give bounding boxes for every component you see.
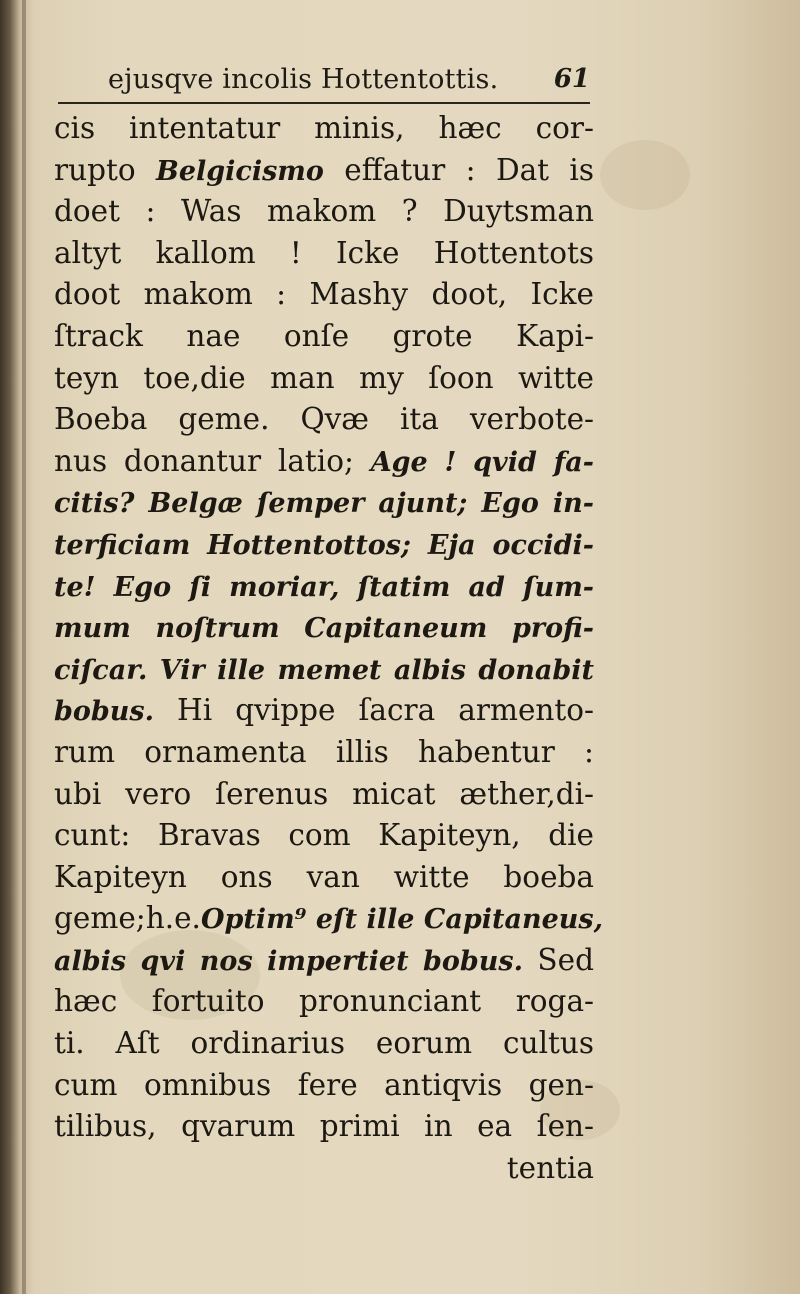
roman-run: cis intentatur minis, hæc cor- — [54, 111, 594, 145]
text-line — [54, 150, 594, 192]
paper-stain — [600, 140, 690, 210]
roman-run: Kapiteyn ons van witte boeba — [54, 859, 594, 894]
text-line — [54, 191, 594, 233]
italic-run: bobus. — [54, 696, 154, 728]
roman-run: altyt kallom ! Icke Hottentots — [54, 235, 594, 270]
text-line — [54, 732, 594, 774]
roman-run: ubi vero ſerenus micat æther,di- — [54, 776, 594, 811]
text-line — [54, 607, 594, 649]
body-text — [54, 108, 603, 1189]
roman-run: cunt: Bravas com Kapiteyn, die — [54, 818, 594, 853]
text-line — [54, 940, 594, 982]
roman-run: doet : Was makom ? Duytsman — [54, 194, 594, 229]
text-line — [54, 981, 594, 1023]
italic-run: albis qvi nos impertiet bobus. — [54, 945, 524, 977]
roman-run: geme;h.e. — [54, 901, 201, 936]
text-line — [54, 857, 594, 899]
header-rule — [58, 102, 590, 104]
text-line — [54, 274, 594, 316]
italic-run: te! Ego ſi moriar, ſtatim ad ſum- — [54, 571, 594, 603]
text-line — [54, 774, 594, 816]
italic-run: Optim⁹ eſt ille Capitaneus, — [200, 904, 603, 936]
roman-run: tilibus, qvarum primi in ea ſen- — [54, 1109, 594, 1144]
text-line — [54, 566, 594, 608]
italic-run: mum noſtrum Capitaneum profi- — [54, 613, 594, 645]
roman-run: nus donantur latio; — [54, 443, 371, 478]
roman-run: doot makom : Mashy doot, Icke — [54, 277, 594, 312]
roman-run: cum omnibus fere antiqvis gen- — [54, 1067, 594, 1102]
text-line — [54, 1148, 594, 1190]
text-line — [54, 108, 594, 150]
page-header — [58, 62, 590, 104]
roman-run: hæc fortuito pronunciant roga- — [54, 984, 594, 1019]
text-line — [54, 815, 594, 857]
text-line — [54, 316, 594, 358]
roman-run: ti. Aſt ordinarius eorum cultus — [54, 1026, 594, 1061]
roman-run: tentia — [506, 1150, 594, 1185]
italic-run: Age ! qvid fa- — [370, 446, 595, 478]
text-line — [54, 233, 594, 275]
text-line — [54, 690, 594, 732]
text-line — [54, 649, 594, 691]
roman-run: effatur : Dat is — [323, 152, 595, 187]
page-gutter — [22, 0, 26, 1294]
text-line — [54, 524, 594, 566]
text-line — [54, 1023, 594, 1065]
text-line — [54, 898, 603, 940]
italic-run: Belgicismo — [156, 155, 324, 187]
italic-run: citis? Belgæ ſemper ajunt; Ego in- — [54, 488, 594, 520]
page-number: 61 — [553, 64, 590, 94]
roman-run: ſtrack nae onſe grote Kapi- — [54, 318, 594, 353]
text-line — [54, 482, 594, 524]
text-line — [54, 399, 594, 441]
roman-run: teyn toe,die man my ſoon witte — [54, 360, 594, 395]
italic-run: terficiam Hottentottos; Eja occidi- — [54, 529, 594, 561]
text-line — [54, 441, 594, 483]
roman-run: rum ornamenta illis habentur : — [54, 734, 594, 769]
roman-run: rupto — [54, 152, 156, 187]
italic-run: ciſcar. Vir ille memet albis donabit — [54, 654, 594, 686]
text-line — [54, 1106, 594, 1148]
text-line — [54, 1065, 594, 1107]
running-head: ejusqve incolis Hottentottis. — [108, 64, 499, 95]
roman-run: Hi qvippe ſacra armento- — [154, 693, 594, 728]
text-line — [54, 358, 594, 400]
roman-run: Boeba geme. Qvæ ita verbote- — [54, 402, 594, 437]
roman-run: Sed — [523, 942, 594, 977]
